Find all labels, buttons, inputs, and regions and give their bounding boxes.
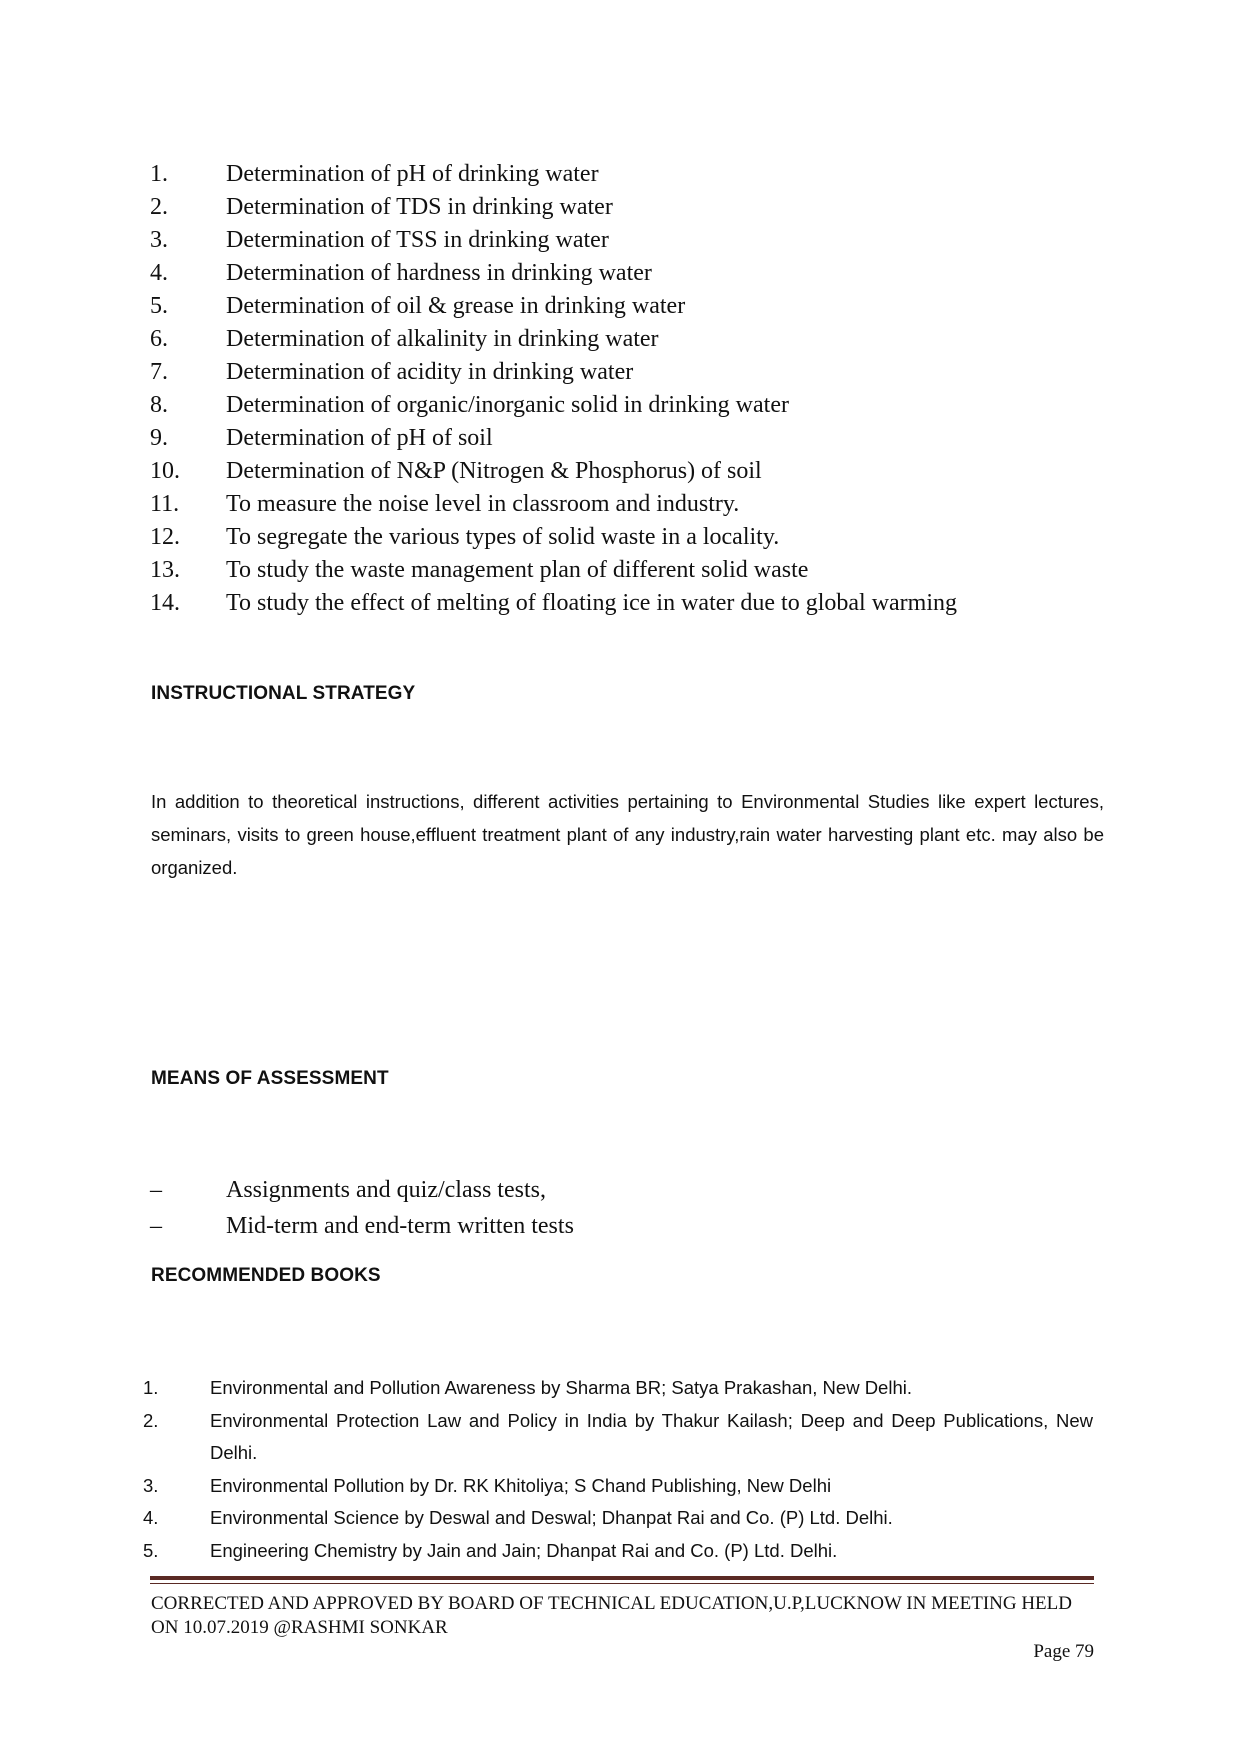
list-item [150,257,1110,290]
item-number: 1. [150,161,168,187]
item-number: 3. [150,227,168,253]
item-number: 7. [150,359,168,385]
item-text: Determination of alkalinity in drinking water [226,326,659,352]
item-number: 1. [143,1377,159,1398]
item-text: Determination of oil & grease in drinking water [226,293,686,319]
list-item [143,1405,1093,1470]
list-item [150,1172,950,1208]
item-text: Determination of acidity in drinking water [226,359,634,385]
item-number: 4. [143,1507,159,1528]
page-number: Page 79 [1033,1641,1094,1662]
list-item [150,290,1110,323]
item-text: Determination of pH of drinking water [226,161,599,187]
item-text: Determination of pH of soil [226,425,493,451]
item-text: Determination of TDS in drinking water [226,194,613,220]
footer-rule-thin [150,1583,1094,1584]
assessment-list [150,1172,950,1244]
list-item [150,455,1110,488]
item-text: To study the waste management plan of different solid waste [226,557,809,583]
footer-line-2: ON 10.07.2019 @RASHMI SONKAR [151,1617,448,1638]
item-number: 8. [150,392,168,418]
item-number: 2. [150,194,168,220]
footer-line-1: CORRECTED AND APPROVED BY BOARD OF TECHNICAL EDUCATION,U.P,LUCKNOW IN MEETING HELD [151,1593,1072,1614]
item-text: To study the effect of melting of floating ice in water due to global warming [226,590,958,616]
dash-marker: – [150,1177,162,1203]
item-number: 3. [143,1474,159,1496]
list-item [150,356,1110,389]
item-number: 5. [143,1539,159,1561]
experiment-list [150,158,1110,620]
item-text: Determination of TSS in drinking water [226,227,609,253]
footer-note [151,1592,1101,1640]
item-number: 6. [150,326,168,352]
instructional-strategy-heading: INSTRUCTIONAL STRATEGY [151,683,416,704]
item-text: Determination of hardness in drinking water [226,260,652,286]
item-text: Environmental Protection Law and Policy in India by Thakur Kailash; Deep and Deep Publications, New Delhi. [210,1409,1093,1463]
list-item [150,587,1110,620]
item-text: Environmental and Pollution Awareness by Sharma BR; Satya Prakashan, New Delhi. [210,1377,912,1398]
item-text: Determination of organic/inorganic solid in drinking water [226,392,789,418]
dash-marker: – [150,1213,162,1239]
item-text: Determination of N&P (Nitrogen & Phosphorus) of soil [226,458,762,484]
item-number: 13. [150,557,180,583]
item-number: 14. [150,590,180,616]
list-item [150,1208,950,1244]
recommended-books-list [143,1372,1093,1567]
item-text: Mid-term and end-term written tests [226,1213,574,1239]
item-number: 12. [150,524,180,550]
item-number: 9. [150,425,168,451]
item-number: 11. [150,491,180,517]
list-item [150,323,1110,356]
list-item [150,389,1110,422]
list-item [143,1372,1093,1405]
item-number: 2. [143,1409,159,1431]
recommended-books-heading: RECOMMENDED BOOKS [151,1265,381,1286]
item-text: Environmental Pollution by Dr. RK Khitoliya; S Chand Publishing, New Delhi [210,1474,832,1496]
item-text: Assignments and quiz/class tests, [226,1177,546,1203]
list-item [150,191,1110,224]
item-text: To measure the noise level in classroom and industry. [226,491,740,517]
item-number: 10. [150,458,180,484]
list-item [150,158,1110,191]
list-item [143,1535,1093,1568]
footer-rule-thick [150,1576,1094,1580]
list-item [150,554,1110,587]
item-text: To segregate the various types of solid waste in a locality. [226,524,780,550]
list-item [150,224,1110,257]
list-item [150,488,1110,521]
item-text: Engineering Chemistry by Jain and Jain; Dhanpat Rai and Co. (P) Ltd. Delhi. [210,1539,838,1561]
list-item [150,422,1110,455]
means-of-assessment-heading: MEANS OF ASSESSMENT [151,1068,389,1089]
list-item [143,1502,1093,1535]
item-number: 4. [150,260,168,286]
instructional-strategy-text: In addition to theoretical instructions, different activities pertaining to Environmental Studies like expert lectures, seminars, visits to green house,effluent treatment plant of any industry,rain water harvesting plant etc. may also be organized. [151,791,1104,878]
list-item [143,1470,1093,1503]
list-item [150,521,1110,554]
item-number: 5. [150,293,168,319]
item-text: Environmental Science by Deswal and Deswal; Dhanpat Rai and Co. (P) Ltd. Delhi. [210,1507,893,1528]
